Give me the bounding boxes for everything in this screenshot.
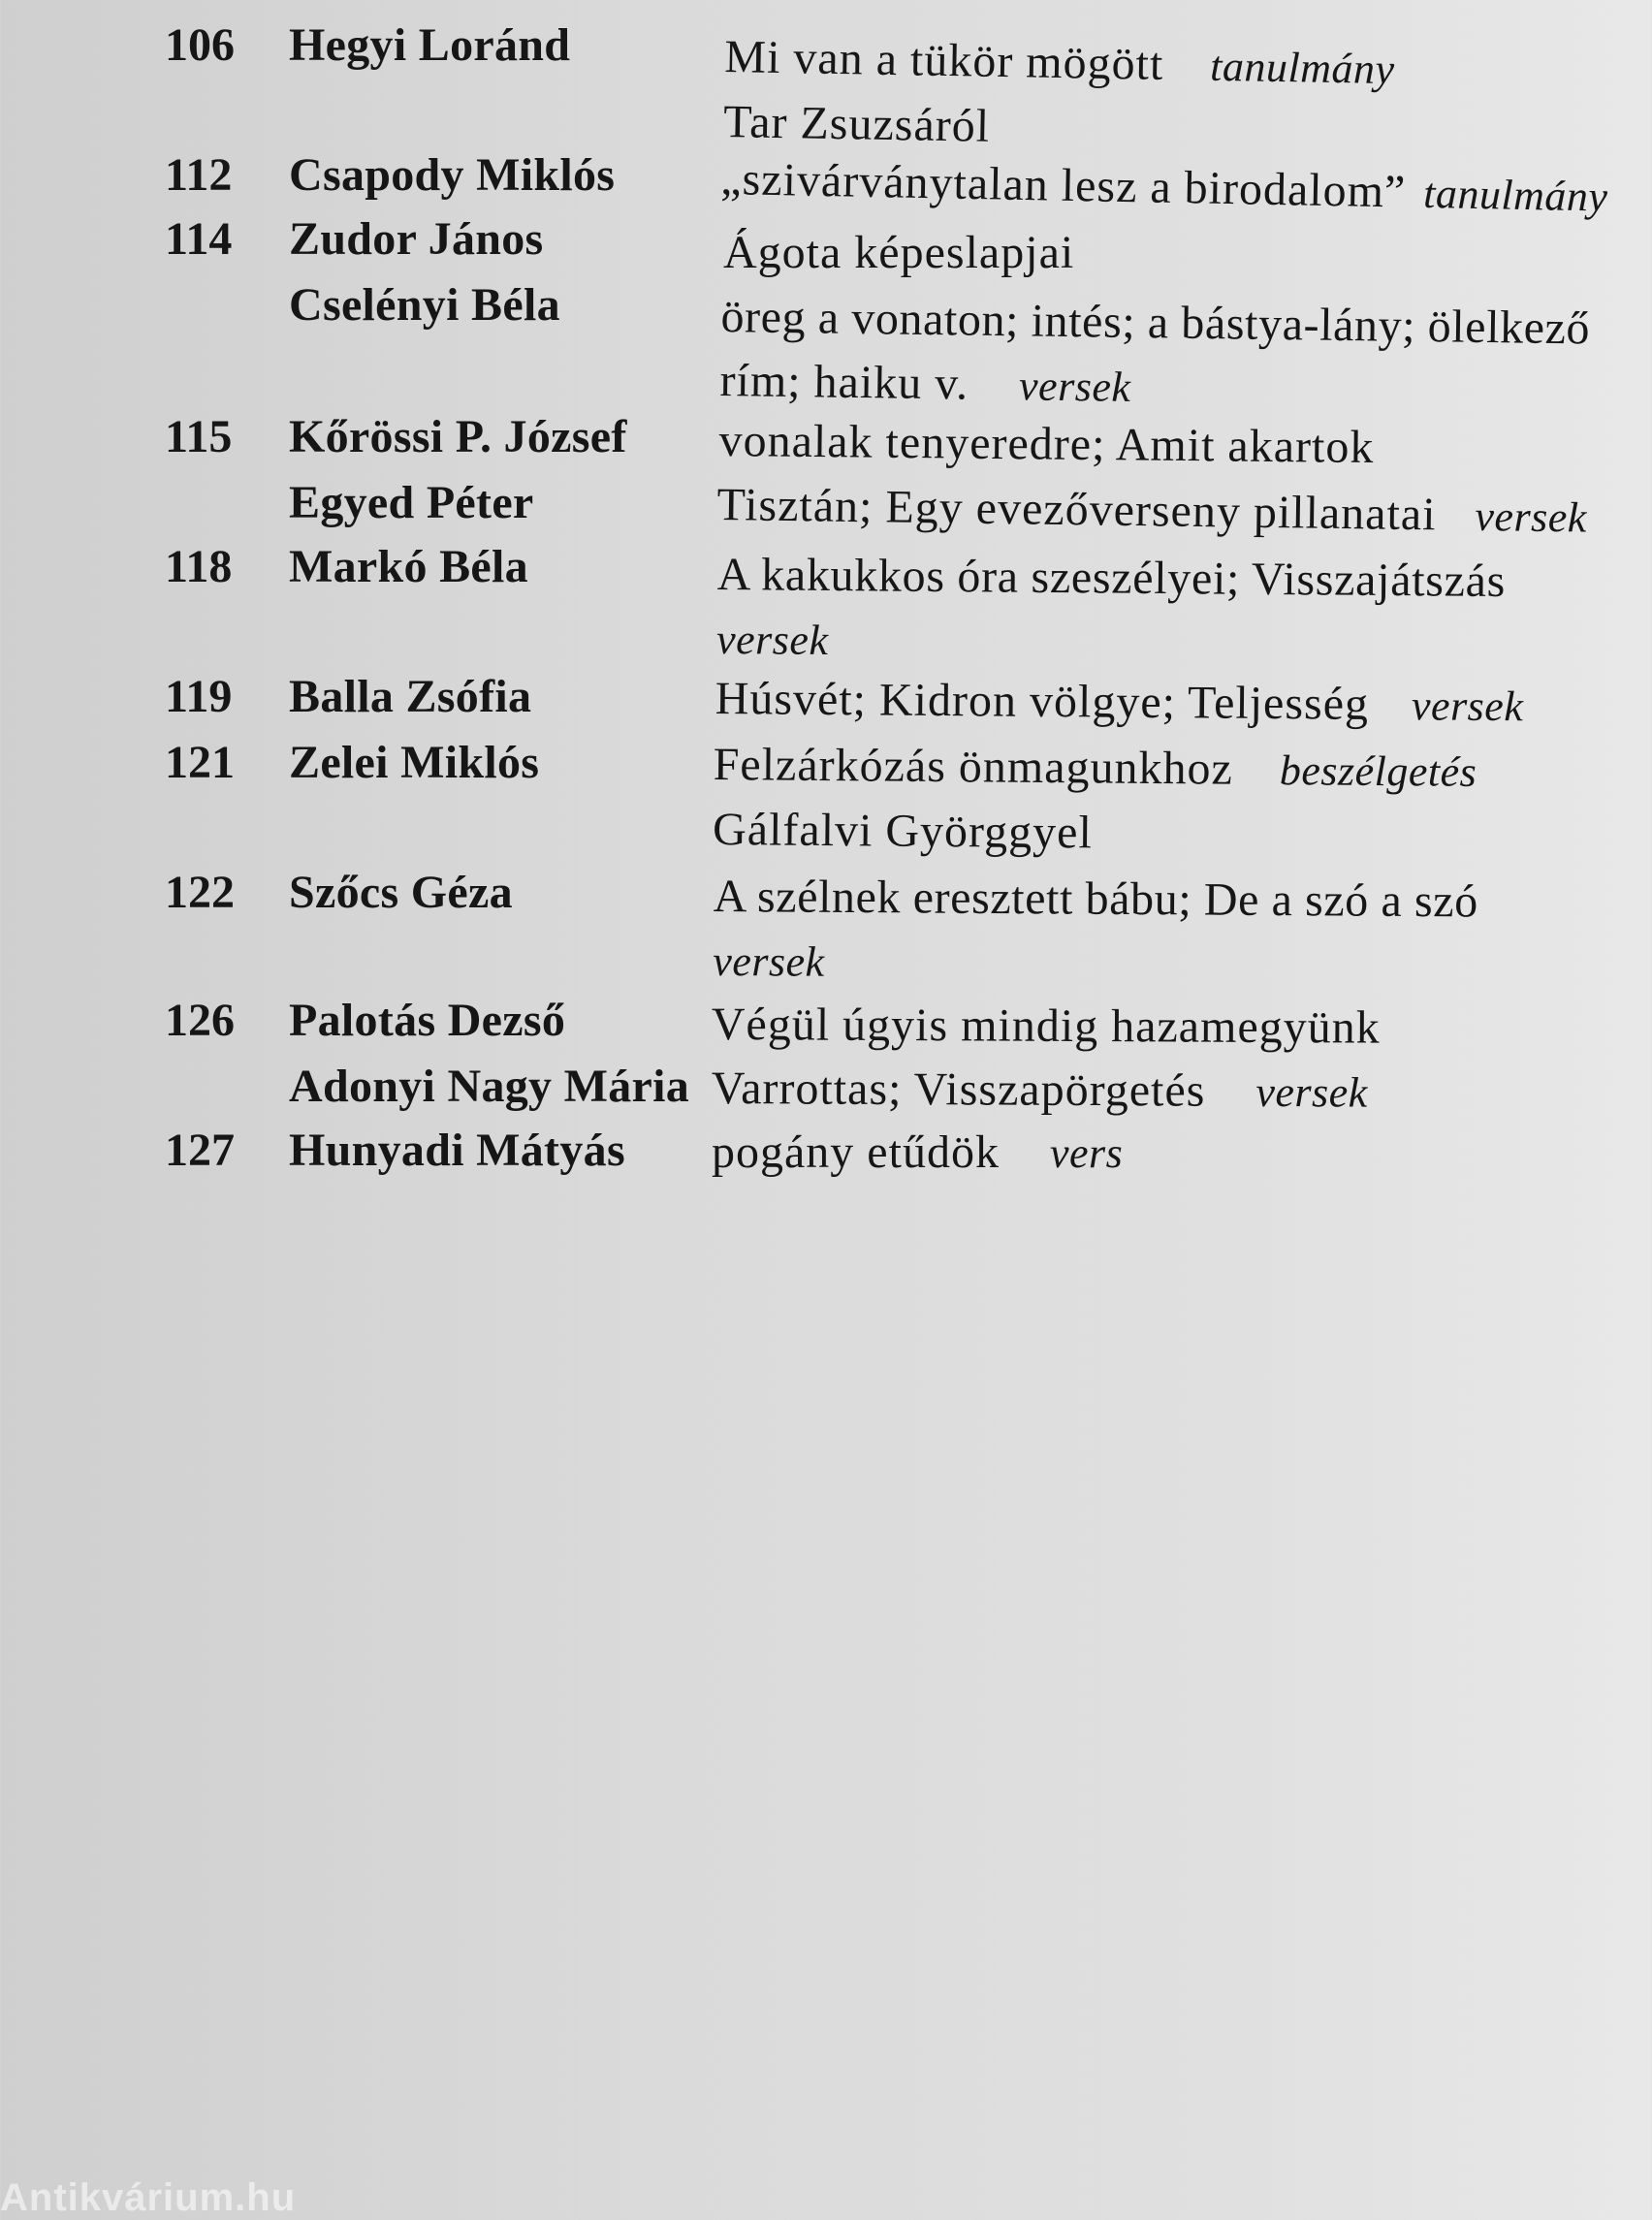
toc-entry <box>0 143 1652 221</box>
page-number: 119 <box>165 671 233 722</box>
work-title <box>716 543 1648 680</box>
work-title-text: Felzárkózás önmagunkhoz <box>713 738 1234 795</box>
author-name: Szőcs Géza <box>289 867 513 918</box>
genre-label: tanulmány <box>1422 169 1608 221</box>
work-title <box>712 993 1642 1062</box>
work-title <box>713 733 1644 870</box>
work-title-line: vonalak tenyeredre; Amit akartok <box>718 414 1375 474</box>
page-number: 121 <box>165 737 235 788</box>
work-title-text: pogány etűdök <box>712 1126 1000 1178</box>
toc-entry <box>0 861 1652 986</box>
toc-entry <box>0 665 1652 729</box>
watermark: Antikvárium.hu <box>0 2176 297 2219</box>
page-number: 122 <box>165 867 235 918</box>
toc-entry <box>0 14 1652 152</box>
work-title-line: Tar Zsuzsáról <box>722 95 991 152</box>
author-name: Kőrössi P. József <box>289 411 627 462</box>
toc-entry <box>0 731 1652 859</box>
author-name: Zudor János <box>289 213 544 265</box>
genre-label: beszélgetés <box>1279 746 1477 796</box>
author-name: Balla Zsófia <box>289 671 532 722</box>
author-name: Egyed Péter <box>289 477 534 528</box>
author-name: Csapody Miklós <box>289 149 616 201</box>
page-number: 118 <box>165 541 233 592</box>
author-name: Adonyi Nagy Mária <box>289 1061 690 1112</box>
work-title <box>713 865 1644 1000</box>
author-name: Zelei Miklós <box>289 737 540 788</box>
page-number: 114 <box>165 213 233 265</box>
genre-label: versek <box>1411 682 1524 731</box>
toc-entry <box>0 207 1652 278</box>
work-title-text: Varrottas; Visszapörgetés <box>711 1062 1206 1117</box>
work-title <box>715 667 1646 740</box>
author-name: Hegyi Loránd <box>289 19 571 71</box>
toc-entry <box>0 535 1652 665</box>
work-title <box>712 1121 1642 1186</box>
toc-entry <box>0 1055 1652 1119</box>
genre-label: versek <box>713 936 825 986</box>
page-number: 106 <box>165 19 235 71</box>
work-title-line: öreg a vonaton; intés; a bástya-lány; ölelkező <box>720 290 1591 355</box>
genre-label: tanulmány <box>1209 42 1395 94</box>
author-name: Markó Béla <box>289 541 528 592</box>
work-title-text: Húsvét; Kidron völgye; Teljesség <box>715 672 1370 730</box>
toc-entry <box>0 405 1652 474</box>
toc-entry <box>0 273 1652 411</box>
genre-label: versek <box>1018 362 1131 411</box>
page-number: 115 <box>165 411 233 462</box>
author-name: Palotás Dezső <box>289 995 566 1046</box>
work-title <box>712 1057 1642 1126</box>
work-title-line <box>712 1121 1642 1186</box>
page-number: 126 <box>165 995 235 1046</box>
genre-label: versek <box>715 615 829 665</box>
work-title-text: Tisztán; Egy evezőverseny pillanatai <box>716 478 1437 541</box>
work-title-text: rím; haiku v. <box>719 354 969 410</box>
page-number: 127 <box>165 1125 235 1176</box>
work-title-line: Ágota képeslapjai <box>723 227 1075 278</box>
genre-label: versek <box>1255 1067 1368 1117</box>
work-title-line <box>712 1057 1642 1126</box>
work-title-line: Gálfalvi Györggyel <box>712 803 1094 859</box>
page-number: 112 <box>165 149 233 201</box>
work-title-line: Végül úgyis mindig hazamegyünk <box>711 998 1381 1054</box>
work-title-text: Mi van a tükör mögött <box>723 30 1164 90</box>
genre-label: versek <box>1475 492 1588 542</box>
toc-entry <box>0 471 1652 542</box>
toc-entry <box>0 989 1652 1053</box>
author-name: Hunyadi Mátyás <box>289 1125 625 1176</box>
author-name: Cselényi Béla <box>289 279 560 331</box>
work-title-line <box>713 733 1644 806</box>
work-title-line: A kakukkos óra szeszélyei; Visszajátszás <box>716 548 1507 608</box>
work-title-text: „szivárványtalan lesz a birodalom” <box>719 152 1407 218</box>
work-title-line <box>715 667 1646 740</box>
genre-label: vers <box>1049 1129 1124 1177</box>
work-title-line: A szélnek eresztett bábu; De a szó a szó <box>713 870 1478 928</box>
toc-entry <box>0 1119 1652 1183</box>
